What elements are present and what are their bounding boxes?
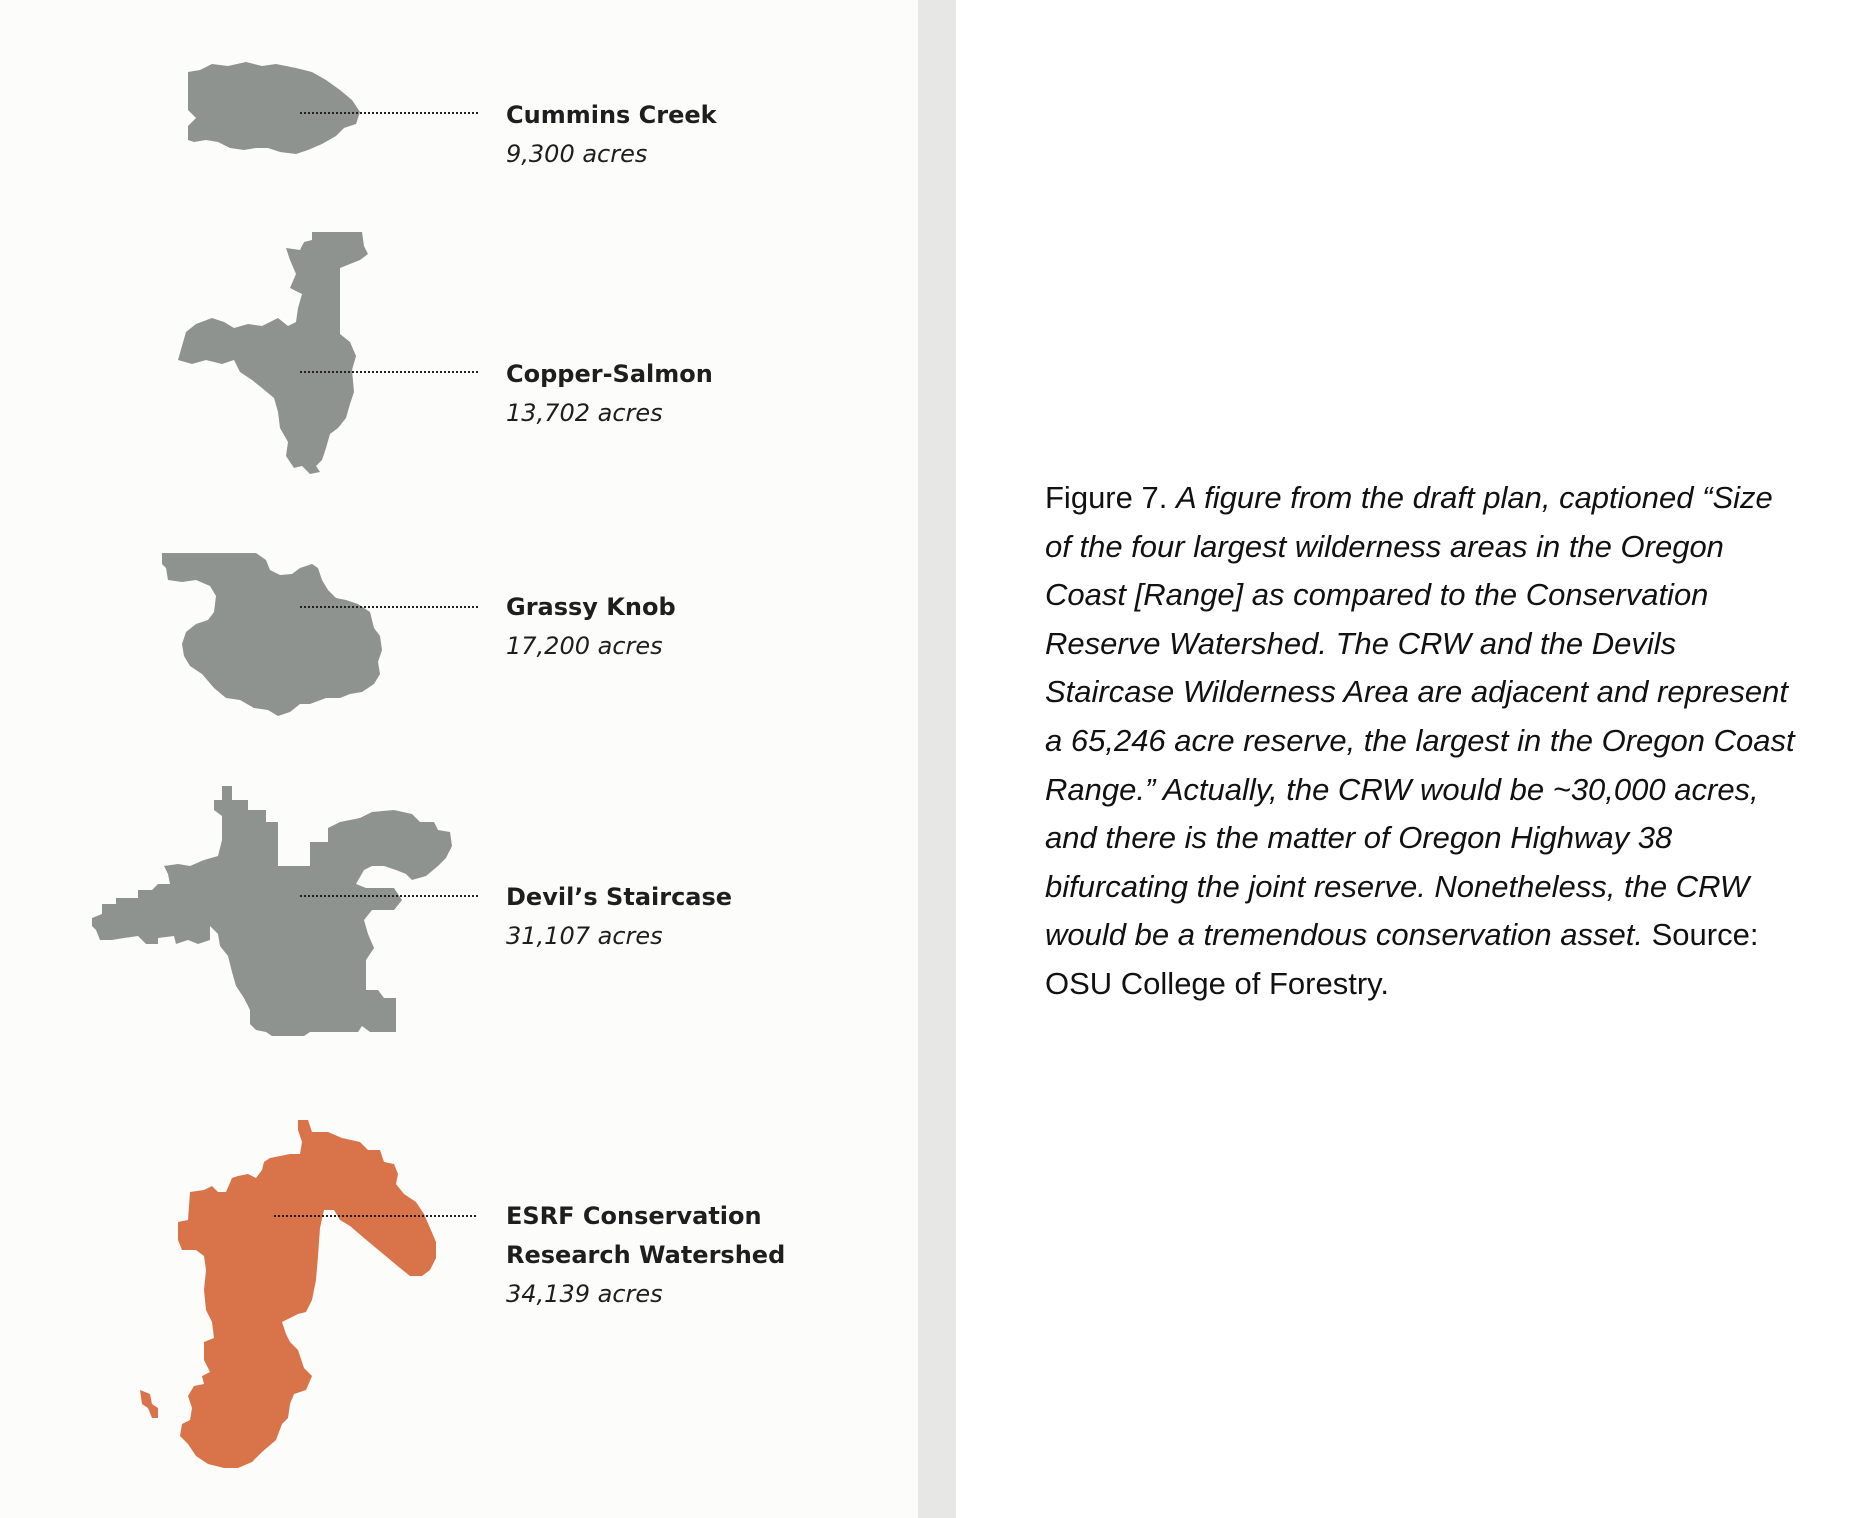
area-label-cummins-creek xyxy=(506,96,717,174)
area-acres: 17,200 acres xyxy=(506,632,663,660)
page-gutter xyxy=(918,0,956,1518)
area-acres: 31,107 acres xyxy=(506,922,663,950)
area-label-copper-salmon xyxy=(506,355,713,433)
caption-body: A figure from the draft plan, captioned “Size of the four largest wilderness areas in the Oregon Coast [Range] as compared to the Conservation Reserve Watershed. The CRW and the Devils Staircase Wilderness Area are adjacent and represent a 65,246 acre reserve, the largest in the Oregon Coast Range.” Actually, the CRW would be ~30,000 acres, and there is the matter of Oregon Highway 38 bifurcating the joint reserve. Nonetheless, the CRW would be a tremendous conservation asset. xyxy=(1045,480,1795,953)
area-acres: 13,702 acres xyxy=(506,399,663,427)
area-acres: 34,139 acres xyxy=(506,1280,663,1308)
devils-staircase-shape xyxy=(92,786,452,1036)
area-name: Cummins Creek xyxy=(506,101,717,129)
esrf-watershed-shape xyxy=(178,1120,436,1468)
area-name-line-2: Research Watershed xyxy=(506,1241,786,1269)
area-name-line-1: ESRF Conservation xyxy=(506,1202,762,1230)
caption-source: Source: OSU College of Forestry. xyxy=(1045,917,1759,1001)
cummins-creek-shape xyxy=(188,62,360,154)
area-label-grassy-knob xyxy=(506,588,676,666)
area-label-esrf-watershed xyxy=(506,1197,785,1314)
area-name: Devil’s Staircase xyxy=(506,883,733,911)
figure-caption xyxy=(1045,474,1805,1009)
area-label-devils-staircase xyxy=(506,878,732,956)
area-acres: 9,300 acres xyxy=(506,140,648,168)
area-name: Grassy Knob xyxy=(506,593,676,621)
esrf-watershed-fragment-shape xyxy=(140,1390,158,1418)
caption-label: Figure 7. xyxy=(1045,480,1168,515)
figure-panel xyxy=(0,0,918,1518)
area-name: Copper-Salmon xyxy=(506,360,713,388)
copper-salmon-shape xyxy=(178,232,368,474)
grassy-knob-shape xyxy=(162,553,382,716)
